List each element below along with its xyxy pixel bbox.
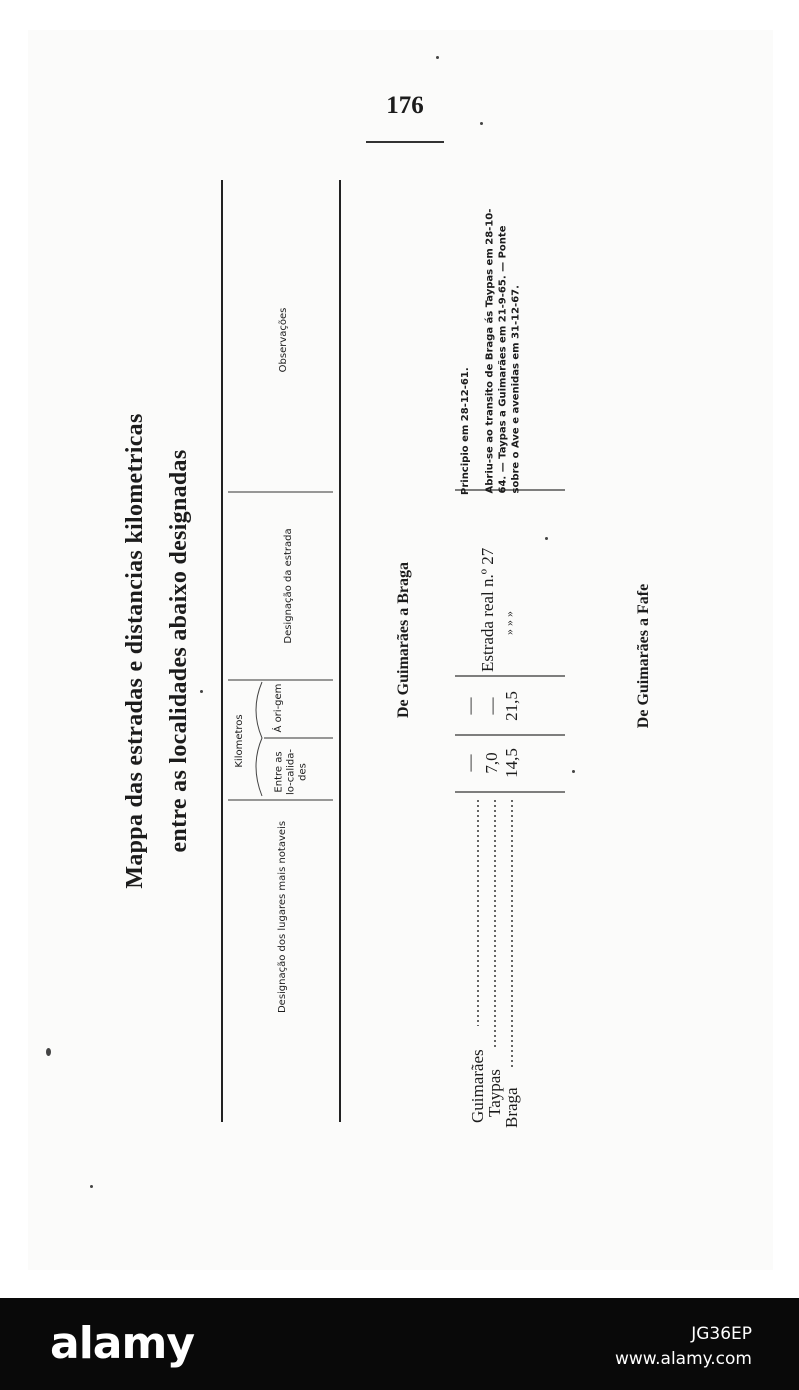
scan-speck xyxy=(90,1185,93,1188)
page-number: 176 xyxy=(386,92,424,119)
between-braga: 14,5 xyxy=(502,748,521,778)
section-heading-fafe: De Guimarães a Fafe xyxy=(635,583,652,729)
header-kilometres: Kilometros xyxy=(234,714,245,768)
section-heading-braga: De Guimarães a Braga xyxy=(395,562,412,718)
between-guimaraes: — xyxy=(460,754,479,772)
place-braga: Braga xyxy=(502,1087,521,1128)
watermark-site: www.alamy.com xyxy=(614,1349,752,1369)
scan-speck xyxy=(480,122,483,125)
road-estrada-real: Estrada real n.º 27 xyxy=(478,547,497,672)
table-title-line1: Mappa das estradas e distancias kilometricas xyxy=(122,413,148,889)
note-abriu: Abriu-se ao transito de Braga ás Taypas em 28-10-64. — Taypas a Guimarães em 21-9-65. — Ponte sobre o Ave e avenidas em 31-12-67. xyxy=(484,208,522,494)
header-places: Designação dos lugares mais notaveis xyxy=(277,820,288,1014)
header-road: Designação da estrada xyxy=(283,528,294,644)
place-guimaraes: Guimarães xyxy=(468,1049,487,1123)
origin-guimaraes: — xyxy=(460,697,479,715)
header-between: Entre as lo-calida-des xyxy=(273,749,309,795)
origin-taypas: — xyxy=(482,697,501,715)
header-origin: Á ori-gem xyxy=(273,683,284,733)
watermark-logo: alamy xyxy=(50,1318,194,1369)
scan-speck xyxy=(200,690,203,693)
scan-speck xyxy=(545,537,548,540)
scan-speck xyxy=(46,1048,51,1056)
scan-speck xyxy=(572,770,575,773)
table-title-line2: entre as localidades abaixo designadas xyxy=(166,449,192,853)
note-principio: Principio em 28-12-61. xyxy=(460,367,471,495)
watermark-image-id: JG36EP xyxy=(691,1324,752,1344)
origin-braga: 21,5 xyxy=(502,691,521,721)
place-taypas: Taypas xyxy=(485,1069,504,1117)
scan-speck xyxy=(436,56,439,59)
road-ditto: » » » xyxy=(502,611,516,635)
between-taypas: 7,0 xyxy=(482,752,501,774)
header-notes: Observações xyxy=(278,307,289,373)
